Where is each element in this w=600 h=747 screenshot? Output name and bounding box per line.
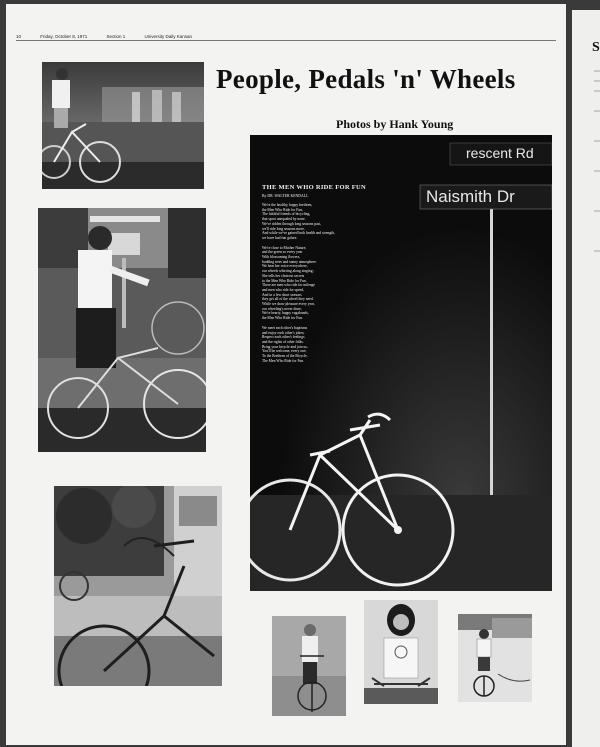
- poem-line: to the Men Who Ride for Fun.: [262, 278, 307, 283]
- photo-rider-motion: [42, 62, 204, 189]
- page-header: [16, 34, 210, 39]
- photo-woman-rider: [364, 600, 438, 704]
- paper-name: University Daily Kansan: [144, 34, 193, 39]
- photo-parked-bicycle: [54, 486, 222, 686]
- street-sign-crescent: rescent Rd: [466, 145, 534, 161]
- text-line: [594, 80, 600, 82]
- page-number: 10: [16, 34, 22, 39]
- poem-byline: By DR. WALTER KENDALL: [262, 194, 309, 198]
- poem-stanza-2: [262, 246, 382, 321]
- photo-rider-street: [458, 614, 532, 702]
- poem-line: With blossoming flowers,: [262, 255, 301, 260]
- poem-stanza-3: [262, 326, 382, 364]
- poem-line: To the Brethren of the Bicycle,: [262, 354, 308, 359]
- text-line: [594, 90, 600, 92]
- poem-line: We're hearty, happy vagabonds,: [262, 311, 309, 316]
- section-label: Section 1: [106, 34, 126, 39]
- poem-line: Respect each other's feelings: [262, 335, 305, 340]
- poem-line: There are men who ride for mileage: [262, 283, 316, 288]
- poem-line: We meet each other's baptisms: [262, 325, 308, 330]
- poem-line: You'll be welcome, every one,: [262, 349, 307, 354]
- poem-line: they get all of the wheel they need.: [262, 297, 314, 302]
- text-line: [594, 210, 600, 212]
- poem-line: We're the healthy, happy brethren,: [262, 203, 313, 207]
- poem-line: and men who ride for speed,: [262, 287, 304, 292]
- photo-man-bike-rack: [38, 208, 206, 452]
- photo-credit: Photos by Hank Young: [336, 117, 454, 131]
- poem-line: our wheels whirring along singing;: [262, 269, 314, 274]
- poem-line: the Men Who Ride for Fun,: [262, 207, 303, 212]
- poem-stanza-1: [262, 203, 382, 241]
- poem-line: The faithful friends of bicycling,: [262, 212, 311, 217]
- header-rule: [16, 40, 556, 41]
- poem-line: the Men Who Ride for Fun.: [262, 316, 303, 321]
- text-line: [594, 170, 600, 172]
- text-line: [594, 140, 600, 142]
- poem-line: We're close to Mother Nature,: [262, 245, 307, 250]
- poem-line: The Men Who Ride for Fun.: [262, 358, 305, 363]
- poem-line: budding trees and sunny atmosphere.: [262, 259, 317, 264]
- poem-line: that sport unequaled by none.: [262, 217, 306, 222]
- page-title: People, Pedals 'n' Wheels: [216, 64, 516, 94]
- poem-line: And in a few short seasons: [262, 292, 302, 297]
- poem: [262, 184, 382, 364]
- poem-line: and enjoy each other's jokes;: [262, 330, 305, 335]
- poem-line: She tells her choicest secrets: [262, 273, 305, 278]
- photo-older-rider: [272, 616, 346, 716]
- poem-line: And while we've gained both health and strength,: [262, 231, 335, 236]
- poem-line: and the rights of other folks.: [262, 339, 304, 344]
- poem-line: we'll ride long seasons more,: [262, 226, 305, 231]
- text-line: [594, 250, 600, 252]
- poem-line: we have had fun galore.: [262, 235, 298, 240]
- poem-title: THE MEN WHO RIDE FOR FUN: [262, 184, 367, 191]
- poem-line: our wheeling's never done;: [262, 306, 302, 311]
- adjacent-page-edge: [572, 10, 600, 747]
- issue-date: Friday, October 8, 1971: [40, 34, 88, 39]
- poem-line: and the green so every year: [262, 250, 303, 255]
- street-sign-naismith: Naismith Dr: [426, 187, 515, 206]
- poem-line: Bring your bicycle and join us,: [262, 344, 308, 349]
- newspaper-page: [6, 4, 566, 745]
- adjacent-page-heading: S: [592, 40, 600, 55]
- poem-line: While we draw pleasure every year,: [262, 302, 315, 307]
- poem-line: We've ridden through long seasons past,: [262, 221, 322, 226]
- poem-line: We hear her voice everywhere,: [262, 264, 308, 269]
- text-line: [594, 110, 600, 112]
- text-line: [594, 70, 600, 72]
